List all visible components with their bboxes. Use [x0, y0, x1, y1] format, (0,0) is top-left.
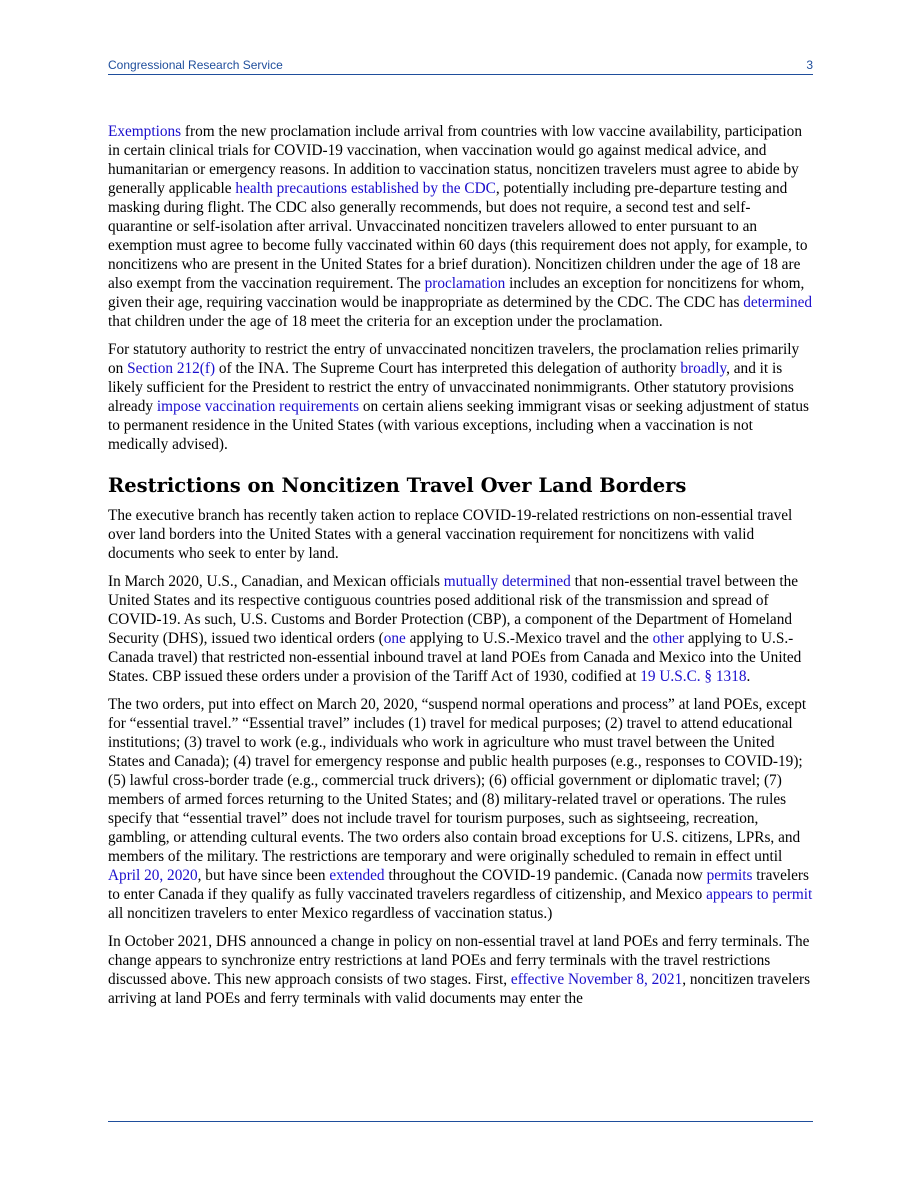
link-section-212f[interactable]: Section 212(f) — [127, 360, 216, 377]
header-rule — [108, 74, 813, 75]
body-text — [108, 122, 813, 1017]
link-permits[interactable]: permits — [706, 867, 753, 884]
running-header — [108, 58, 813, 74]
paragraph-two-orders: The two orders, put into effect on March 20, 2020, “suspend normal operations and process” at land POEs, except for “essential travel.” “Essential travel” includes (1) travel for medical purposes; (2) travel to attend educational institutions; (3) travel to work (e.g., individuals who work in agriculture who must travel between the United States and Canada); (4) travel for emergency response and public health purposes (e.g., responses to COVID-19); (5) lawful cross-border trade (e.g., commercial truck drivers); (6) official government or diplomatic travel; (7) members of armed forces returning to the United States; and (8) military-related travel or operations. The rules specify that “essential travel” does not include travel for tourism purposes, such as sightseeing, recreation, gambling, or attending cultural events. The two orders also contain broad exceptions for U.S. citizens, LPRs, and members of the military. The restrictions are temporary and were originally scheduled to remain in effect until April 20, 2020, but have since been extended throughout the COVID-19 pandemic. (Canada now permits travelers to enter Canada if they qualify as fully vaccinated travelers regardless of citizenship, and Mexico appears to permit all noncitizen travelers to enter Mexico regardless of vaccination status.) — [108, 696, 813, 922]
paragraph-march-2020: In March 2020, U.S., Canadian, and Mexican officials mutually determined that non-essential travel between the United States and its respective contiguous countries posed additional risk of the transmission and spread of COVID-19. As such, U.S. Customs and Border Protection (CBP), a component of the Department of Homeland Security (DHS), issued two identical orders (one applying to U.S.-Mexico travel and the other applying to U.S.-Canada travel) that restricted non-essential inbound travel at land POEs from Canada and Mexico into the United States. CBP issued these orders under a provision of the Tariff Act of 1930, codified at 19 U.S.C. § 1318. — [108, 573, 802, 685]
link-determined[interactable]: determined — [743, 294, 813, 311]
paragraph-exemptions: Exemptions from the new proclamation include arrival from countries with low vaccine availability, participation in certain clinical trials for COVID-19 vaccination, when vaccination would go against medical advice, and humanitarian or emergency reasons. In addition to vaccination status, noncitizen travelers must agree to abide by generally applicable health precautions established by the CDC, potentially including pre-departure testing and masking during flight. The CDC also generally recommends, but does not require, a second test and self-quarantine or self-isolation after arrival. Unvaccinated noncitizen travelers allowed to enter pursuant to an exemption must agree to become fully vaccinated within 60 days (this requirement does not apply, for example, to noncitizens who are present in the United States for a brief duration). Noncitizen children under the age of 18 are also exempt from the vaccination requirement. The proclamation includes an exception for noncitizens for whom, given their age, requiring vaccination would be inappropriate as determined by the CDC. The CDC has determined that children under the age of 18 meet the criteria for an exception under the proclamation. — [108, 123, 813, 330]
link-health-precautions[interactable]: health precautions established by the CDC — [235, 180, 496, 197]
link-19-usc-1318[interactable]: 19 U.S.C. § 1318 — [640, 668, 747, 685]
header-publisher: Congressional Research Service — [108, 58, 283, 72]
section-heading: Restrictions on Noncitizen Travel Over Land Borders — [108, 474, 687, 497]
link-effective-november-8-2021[interactable]: effective November 8, 2021 — [510, 971, 683, 988]
link-other-order[interactable]: other — [652, 630, 685, 647]
paragraph-land-borders-intro: The executive branch has recently taken action to replace COVID-19-related restrictions on non-essential travel over land borders into the United States with a general vaccination requirement for noncitizens with valid documents who seek to enter by land. — [108, 507, 793, 562]
link-april-20-2020[interactable]: April 20, 2020 — [108, 867, 198, 884]
link-proclamation[interactable]: proclamation — [424, 275, 506, 292]
footer-rule — [108, 1121, 813, 1122]
page-number: 3 — [806, 58, 813, 72]
paragraph-october-2021: In October 2021, DHS announced a change in policy on non-essential travel at land POEs and ferry terminals. The change appears to synchronize entry restrictions at land POEs and ferry terminals with the travel restrictions discussed above. This new approach consists of two stages. First, effective November 8, 2021, noncitizen travelers arriving at land POEs and ferry terminals with valid documents may enter the — [108, 933, 811, 1007]
paragraph-statutory-authority: For statutory authority to restrict the entry of unvaccinated noncitizen travelers, the proclamation relies primarily on Section 212(f) of the INA. The Supreme Court has interpreted this delegation of authority broadly, and it is likely sufficient for the President to restrict the entry of unvaccinated nonimmigrants. Other statutory provisions already impose vaccination requirements on certain aliens seeking immigrant visas or seeking adjustment of status to permanent residence in the United States (with various exceptions, including when a vaccination is not medically advised). — [108, 341, 809, 453]
link-exemptions[interactable]: Exemptions — [108, 123, 182, 140]
link-broadly[interactable]: broadly — [680, 360, 727, 377]
link-extended[interactable]: extended — [329, 867, 385, 884]
link-vaccination-requirements[interactable]: impose vaccination requirements — [156, 398, 360, 415]
link-one-order[interactable]: one — [383, 630, 406, 647]
link-mutually-determined[interactable]: mutually determined — [443, 573, 571, 590]
link-appears-to-permit[interactable]: appears to permit — [706, 886, 813, 903]
